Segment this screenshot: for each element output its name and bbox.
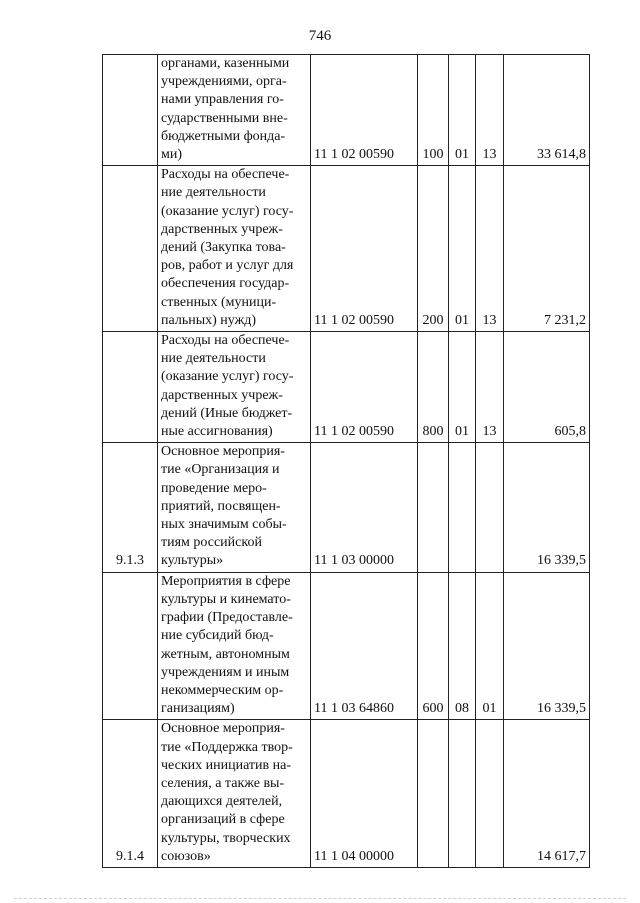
section-code-cell: 01 <box>449 55 476 166</box>
amount-cell: 605,8 <box>504 332 590 443</box>
section-code-cell <box>449 443 476 572</box>
target-article-code-cell: 11 1 03 00000 <box>311 443 418 572</box>
target-article-code-cell: 11 1 03 64860 <box>311 572 418 720</box>
section-code-cell: 01 <box>449 332 476 443</box>
expense-name-cell: Расходы на обеспече- ние деятельности (оказание услуг) госу- дарственных учреж- дений (Закупка това- ров, работ и услуг для обеспечения государ- ственных (муници- пальных) нужд) <box>158 166 311 332</box>
row-number-cell <box>103 572 158 720</box>
amount-cell: 16 339,5 <box>504 572 590 720</box>
table-row <box>103 443 590 572</box>
row-number-cell: 9.1.3 <box>103 443 158 572</box>
target-article-code-cell: 11 1 02 00590 <box>311 55 418 166</box>
expense-name-cell: органами, казенными учреждениями, орга- нами управления го- сударственными вне- бюджетными фонда- ми) <box>158 55 311 166</box>
table-row <box>103 720 590 868</box>
expense-type-code-cell <box>418 443 449 572</box>
subsection-code-cell: 13 <box>476 332 504 443</box>
row-number-cell <box>103 166 158 332</box>
page-number: 746 <box>308 28 332 44</box>
expense-type-code-cell: 800 <box>418 332 449 443</box>
expense-name-cell: Мероприятия в сфере культуры и кинемато- графии (Предоставле- ние субсидий бюд- жетным, автономным учреждениям и иным некоммерческим ор- ганизациям) <box>158 572 311 720</box>
budget-table-body <box>103 55 590 868</box>
section-code-cell: 08 <box>449 572 476 720</box>
section-code-cell <box>449 720 476 868</box>
expense-type-code-cell: 600 <box>418 572 449 720</box>
subsection-code-cell: 01 <box>476 572 504 720</box>
budget-table <box>102 54 590 868</box>
row-number-cell: 9.1.4 <box>103 720 158 868</box>
target-article-code-cell: 11 1 04 00000 <box>311 720 418 868</box>
target-article-code-cell: 11 1 02 00590 <box>311 166 418 332</box>
expense-name-cell: Основное мероприя- тие «Организация и проведение меро- приятий, посвящен- ных значимым собы- тиям российской культуры» <box>158 443 311 572</box>
table-row <box>103 332 590 443</box>
subsection-code-cell <box>476 443 504 572</box>
row-number-cell <box>103 332 158 443</box>
expense-type-code-cell: 200 <box>418 166 449 332</box>
section-code-cell: 01 <box>449 166 476 332</box>
expense-name-cell: Расходы на обеспече- ние деятельности (оказание услуг) госу- дарственных учреж- дений (Иные бюджет- ные ассигнования) <box>158 332 311 443</box>
expense-type-code-cell <box>418 720 449 868</box>
subsection-code-cell: 13 <box>476 55 504 166</box>
table-row <box>103 55 590 166</box>
amount-cell: 14 617,7 <box>504 720 590 868</box>
row-number-cell <box>103 55 158 166</box>
scan-edge-line <box>14 898 626 900</box>
table-row <box>103 166 590 332</box>
subsection-code-cell: 13 <box>476 166 504 332</box>
subsection-code-cell <box>476 720 504 868</box>
expense-name-cell: Основное мероприя- тие «Поддержка твор- ческих инициатив на- селения, а также вы- дающихся деятелей, организаций в сфере культуры, творческих союзов» <box>158 720 311 868</box>
amount-cell: 7 231,2 <box>504 166 590 332</box>
table-row <box>103 572 590 720</box>
amount-cell: 33 614,8 <box>504 55 590 166</box>
target-article-code-cell: 11 1 02 00590 <box>311 332 418 443</box>
amount-cell: 16 339,5 <box>504 443 590 572</box>
expense-type-code-cell: 100 <box>418 55 449 166</box>
